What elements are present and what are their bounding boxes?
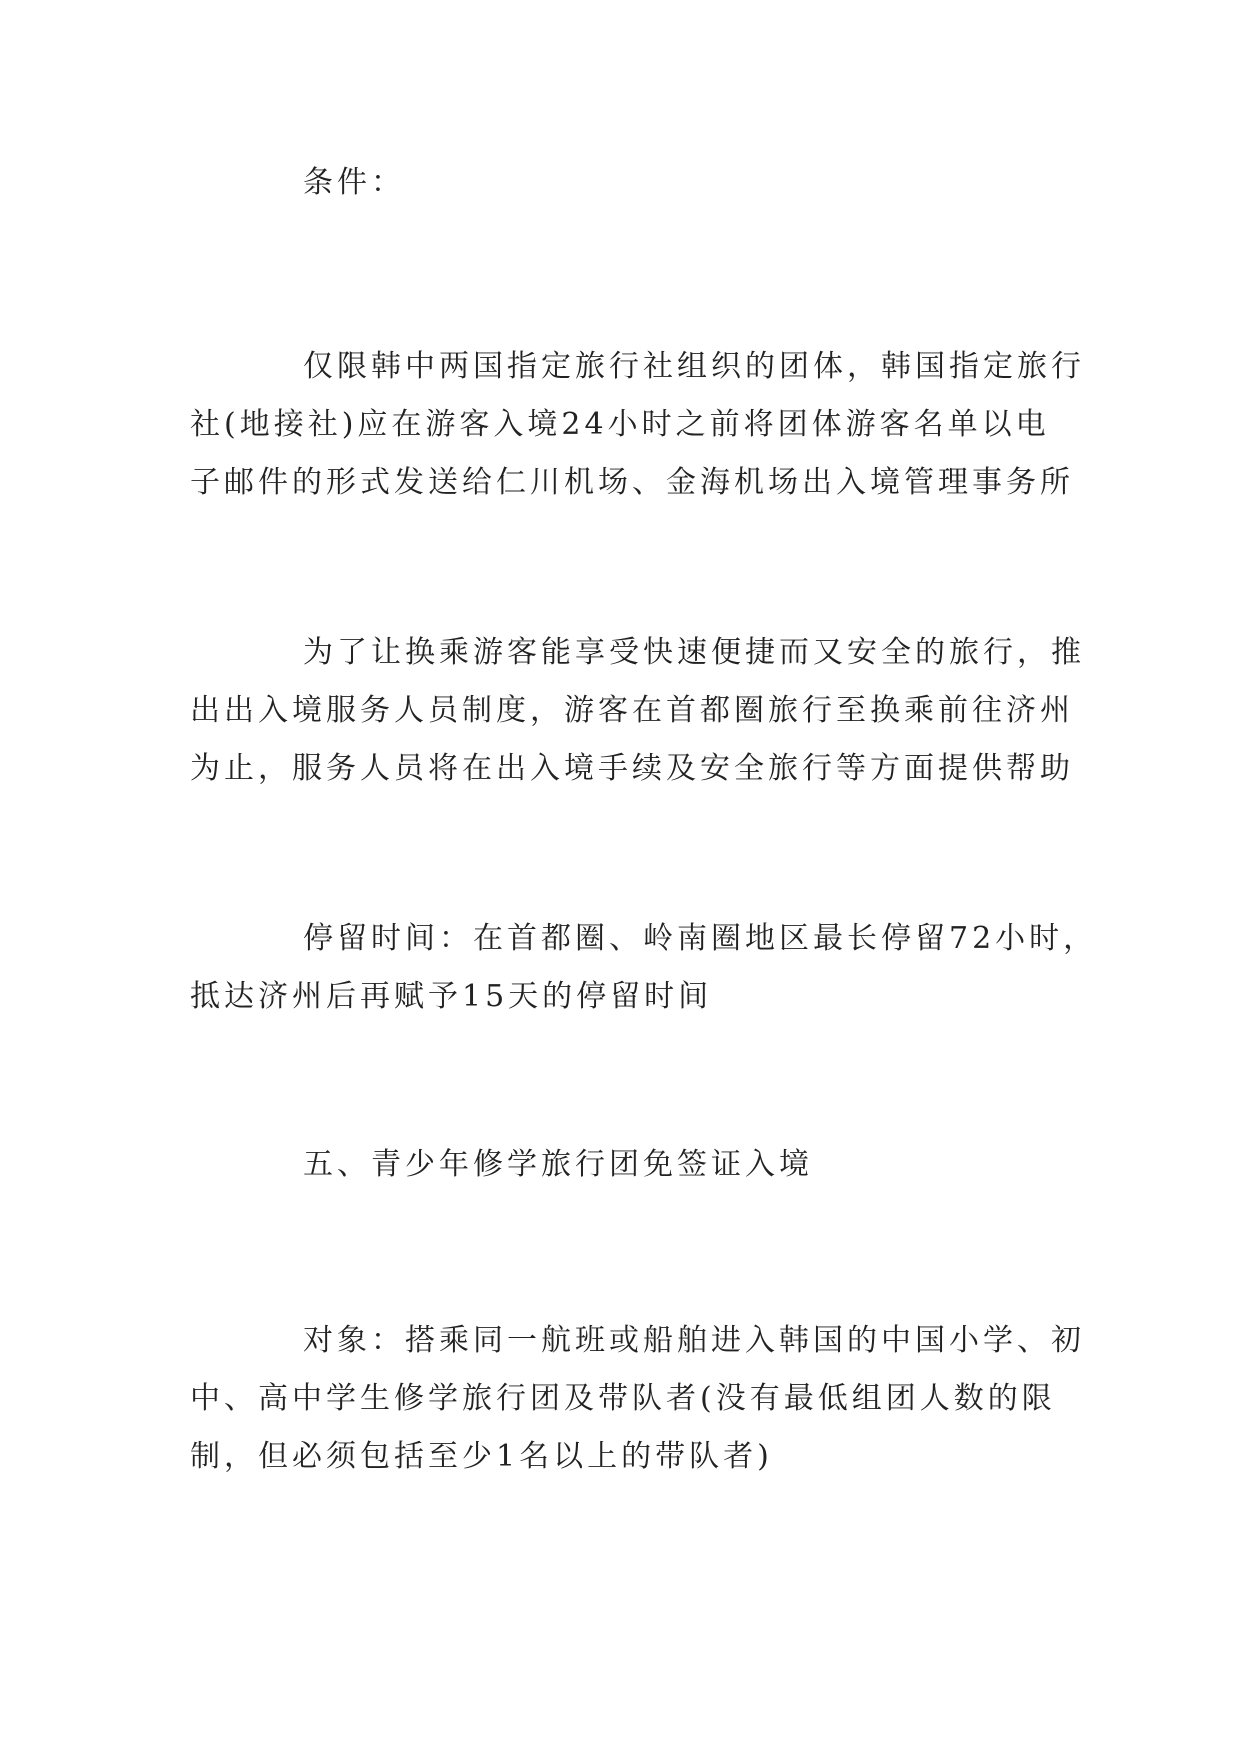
text-line: 制，但必须包括至少1名以上的带队者): [190, 1439, 773, 1474]
text-line: 出出入境服务人员制度，游客在首都圈旅行至换乘前往济州: [190, 693, 1074, 728]
text-line: 对象：搭乘同一航班或船舶进入韩国的中国小学、初: [303, 1323, 1085, 1358]
text-line: 社(地接社)应在游客入境24小时之前将团体游客名单以电: [190, 407, 1050, 442]
text-line: 为止，服务人员将在出入境手续及安全旅行等方面提供帮助: [190, 751, 1074, 786]
text-line: 为了让换乘游客能享受快速便捷而又安全的旅行，推: [303, 635, 1085, 670]
paragraph-eligible-persons: [190, 1312, 1085, 1486]
paragraph-transfer-service: [190, 624, 1085, 798]
text-line: 抵达济州后再赋予15天的停留时间: [190, 979, 713, 1014]
paragraph-conditions-heading: [190, 154, 1060, 212]
text-line: 仅限韩中两国指定旅行社组织的团体，韩国指定旅行: [303, 349, 1085, 384]
paragraph-group-requirements: [190, 338, 1085, 512]
text-line: 停留时间：在首都圈、岭南圈地区最长停留72小时，: [303, 921, 1098, 956]
section-heading-youth-study-tour: [190, 1136, 1060, 1194]
text-line: 条件：: [303, 165, 405, 200]
text-line: 子邮件的形式发送给仁川机场、金海机场出入境管理事务所: [190, 465, 1074, 500]
text-line: 五、青少年修学旅行团免签证入境: [303, 1147, 813, 1182]
paragraph-stay-duration: [190, 910, 1098, 1026]
text-line: 中、高中学生修学旅行团及带队者(没有最低组团人数的限: [190, 1381, 1056, 1416]
